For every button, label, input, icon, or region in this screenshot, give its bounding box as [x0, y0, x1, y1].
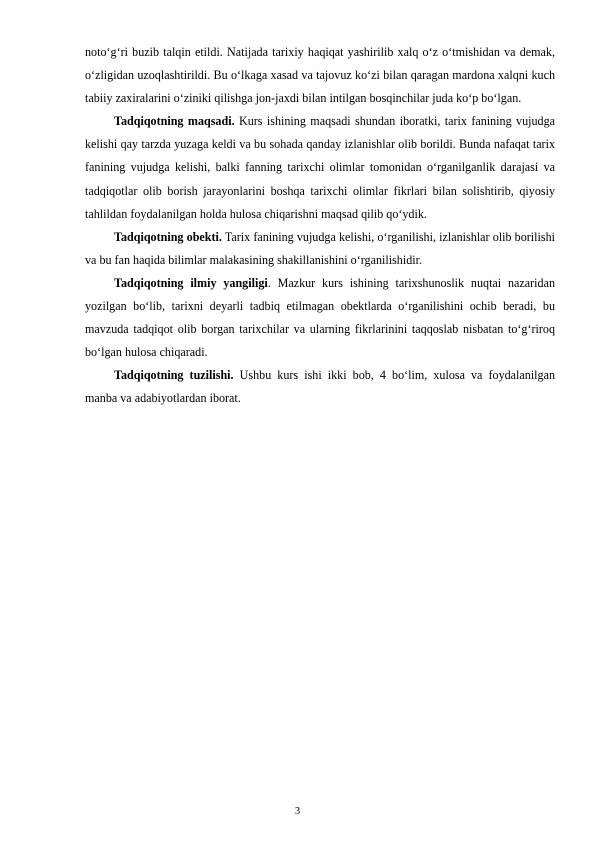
paragraph-intro-continuation — [85, 41, 555, 110]
paragraph-lead: Tadqiqotning tuzilishi. — [114, 368, 234, 383]
paragraph-lead: Tadqiqotning ilmiy yangiligi — [114, 275, 268, 290]
page-number: 3 — [294, 806, 301, 817]
paragraph-research-goal — [85, 110, 555, 225]
paragraph-text: Ushbu kurs ishi ikki bob, 4 bo‘lim, xulosa va foydalanilgan manba va adabiyotlardan iborat. — [85, 368, 555, 406]
document-body — [85, 41, 555, 411]
paragraph-text: Kurs ishining maqsadi shundan iboratki, tarix fanining vujudga kelishi qay tarzda yuzaga keldi va bu sohada qanday izlanishlar olib borildi. Bunda nafaqat tarix fanining vujudga kelishi, balki fanning tarixchi olimlar tomonidan o‘rganilganlik darajasi va tadqiqotlar olib borish jarayonlarini boshqa tarixchi olimlar fikrlari bilan solishtirib, qiyosiy tahlildan foydalanilgan holda hulosa chiqarishni maqsad qilib qo‘ydik. — [85, 114, 555, 221]
paragraph-research-structure — [85, 364, 555, 410]
paragraph-text: noto‘g‘ri buzib talqin etildi. Natijada tarixiy haqiqat yashirilib xalq o‘z o‘tmishidan va demak, o‘zligidan uzoqlashtirildi. Bu o‘lkaga xasad va tajovuz ko‘zi bilan qaragan mardona xalqni kuch tabiiy zaxiralarini o‘ziniki qilishga jon-jaxdi bilan intilgan bosqinchilar juda ko‘p bo‘lgan. — [85, 45, 555, 106]
paragraph-scientific-novelty — [85, 272, 555, 364]
paragraph-lead: Tadqiqotning obekti. — [114, 229, 222, 244]
paragraph-lead: Tadqiqotning maqsadi. — [114, 114, 235, 129]
paragraph-research-object — [85, 226, 555, 272]
paragraph-text: Tarix fanining vujudga kelishi, o‘rganilishi, izlanishlar olib borilishi va bu fan haqida bilimlar malakasining shakillanishini o‘rganilishidir. — [85, 229, 555, 267]
paragraph-text: . Mazkur kurs ishining tarixshunoslik nuqtai nazaridan yozilgan bo‘lib, tarixni deyarli tadbiq etilmagan obektlarda o‘rganilishini ochib beradi, bu mavzuda tadqiqot olib borgan tarixchilar va ularning fikrlarinini taqqoslab nisbatan to‘g‘riroq bo‘lgan hulosa chiqaradi. — [85, 275, 556, 360]
